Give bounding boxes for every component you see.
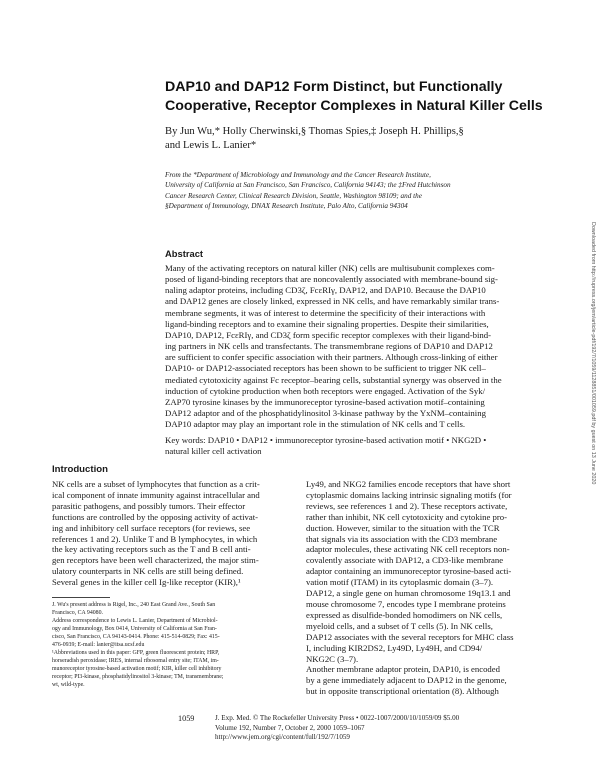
body-line: adaptor containing an immunoreceptor tyrosine-based acti- [306,566,512,577]
footnote-line: 476-0939; E-mail: lanier@itsa.ucsf.edu [52,641,145,648]
footnote-line: cisco, San Francisco, CA 94143-0414. Phone: 415-514-0829; Fax: 415- [52,633,220,640]
abstract-line: and DAP12 genes are closely linked, expressed in NK cells, and have remarkably similar trans- [165,296,500,307]
abstract-line: are sufficient to confer specific association with their partners. Although cross-linking of either [165,352,498,363]
footnote-line: Address correspondence to Lewis L. Lanier, Department of Microbiol- [52,617,218,624]
footer-line: Volume 192, Number 7, October 2, 2000 1059–1067 [215,723,365,732]
body-line: DAP12, a single gene on human chromosome 19q13.1 and [306,588,511,599]
body-line: gen receptors have been well characterized, the major stim- [52,555,259,566]
affiliation-line: University of California at San Francisco, San Francisco, California 94143; the ‡Fred Hutchinson [165,181,451,190]
keywords [165,435,555,457]
abstract-line: posed of ligand-binding receptors that are noncovalently associated with membrane-bound sig- [165,274,498,285]
abstract-line: DAP10- or DAP12-associated receptors has been shown to be sufficient to trigger NK cell– [165,363,486,374]
body-line: references 1 and 2). Unlike T and B lymphocytes, in which [52,533,258,544]
footnote-line: wt, wild-type. [52,681,85,688]
footer-line: J. Exp. Med. © The Rockefeller University Press • 0022-1007/2000/10/1059/09 $5.00 [215,714,460,722]
body-line: covalently associate with DAP12, a CD3-like membrane [306,555,504,566]
abstract-line: induction of cytokine production when both receptors were engaged. Activation of the Syk/ [165,385,486,396]
journal-footer [215,714,555,743]
abstract-line: ing partners in NK cells and transfectants. The transmembrane regions of DAP10 and DAP12 [165,341,493,352]
footnote-line: Francisco, CA 94080. [52,609,103,616]
footer-url[interactable]: http://www.jem.org/cgi/content/full/192/7/1059 [215,733,350,741]
body-line: myeloid cells, and a subset of T cells (5). In NK cells, [306,620,493,631]
abstract-line: ligand-binding receptors and to examine their signaling properties. Despite their similarities, [165,318,489,329]
abstract-heading: Abstract [165,248,204,259]
body-line: DAP12 associates with the several receptors for MHC class [306,631,514,642]
body-line: ical component of innate immunity against intracellular and [52,489,260,500]
article-title [165,78,545,116]
footnote-line: munoreceptor tyrosine-based activation motif; KIR, killer cell inhibitory [52,665,222,672]
author-line: By Jun Wu,* Holly Cherwinski,§ Thomas Spies,‡ Joseph H. Phillips,§ [165,126,464,137]
body-line: rather than inhibit, NK cell cytotoxicity and cytokine pro- [306,511,507,522]
abstract-line: naling adaptor proteins, including CD3ζ, FcεRIγ, DAP12, and DAP10. Because the DAP10 [165,285,486,296]
keyword-line: Key words: DAP10 • DAP12 • immunoreceptor tyrosine-based activation motif • NKG2D • [165,435,487,445]
footnote-line: horseradish peroxidase; IRES, internal ribosomal entry site; ITAM, im- [52,657,219,664]
introduction-heading: Introduction [52,464,108,475]
body-line: ing and inhibitory cell surface receptors (for reviews, see [52,522,251,533]
abstract-line: membrane segments, it was of interest to determine the specificity of their interactions with [165,307,486,318]
right-column-text [306,479,556,697]
body-line: Another membrane adaptor protein, DAP10, is encoded [306,664,500,675]
affiliations [165,170,555,212]
body-line: expressed as disulfide-bonded homodimers on NK cells, [306,609,503,620]
body-line: but in opposite transcriptional orientation (8). Although [306,686,499,697]
body-line: by a gene immediately adjacent to DAP12 in the genome, [306,675,507,686]
affiliation-line: §Department of Immunology, DNAX Research Institute, Palo Alto, California 94304 [165,202,408,211]
footnote-line: J. Wu's present address is Rigel, Inc., 240 East Grand Ave., South San [52,602,216,608]
body-line: the key activating receptors such as the T and B cell anti- [52,544,251,555]
abstract-line: mediated cytotoxicity against Fc receptor–bearing cells, substantial synergy was observed in the [165,374,502,385]
body-line: NK cells are a subset of lymphocytes that function as a crit- [52,479,260,489]
body-line: I, including KIR2DS2, Ly49D, Ly49H, and CD94/ [306,642,483,653]
body-line: cytoplasmic domains lacking intrinsic signaling motifs (for [306,489,512,500]
title-line: Cooperative, Receptor Complexes in Natural Killer Cells [165,98,543,114]
author-line: and Lewis L. Lanier* [165,140,257,151]
body-line: parasitic pathogens, and possibly tumors. Their effector [52,500,246,511]
footnote-divider [52,597,110,598]
author-list [165,125,545,153]
abstract-line: Many of the activating receptors on natural killer (NK) cells are multisubunit complexes com- [165,263,495,273]
body-line: reviews, see references 1 and 2). These receptors activate, [306,500,508,511]
keyword-line: natural killer cell activation [165,446,262,457]
body-line: NKG2C (3–7). [306,653,359,664]
body-line: Several genes in the killer cell Ig-like receptor (KIR),¹ [52,577,241,588]
body-line: duction. However, similar to the situation with the TCR [306,522,500,533]
abstract-body [165,263,555,430]
title-line: DAP10 and DAP12 Form Distinct, but Functionally [165,79,503,95]
body-line: adaptor molecules, these activating NK cell receptors non- [306,544,510,555]
body-line: functions are controlled by the opposing activity of activat- [52,511,259,522]
abstract-line: ZAP70 tyrosine kinases by the immunoreceptor tyrosine-based activation motif–containing [165,396,485,407]
left-column-text [52,479,297,588]
abstract-line: DAP10 adaptor may play an important role in the stimulation of NK cells and T cells. [165,419,466,430]
footnote-line: ogy and Immunology, Box 0414, University of California at San Fran- [52,625,217,632]
abstract-line: DAP10, DAP12, FcεRIγ, and CD3ζ form specific receptor complexes with their ligand-bind- [165,329,492,340]
page-number: 1059 [178,714,195,723]
affiliation-line: From the *Department of Microbiology and Immunology and the Cancer Research Institute, [165,171,431,179]
footnote-line: ¹Abbreviations used in this paper: GFP, green fluorescent protein; HRP, [52,649,220,656]
body-line: Ly49, and NKG2 families encode receptors that have short [306,479,511,489]
footnotes [52,602,297,689]
download-watermark [586,222,598,582]
body-line: mouse chromosome 7, encodes type I membrane proteins [306,598,506,609]
download-note-text: Downloaded from http://rupress.org/jem/article-pdf/192/7/1059/1128851/001059.pdf by guest on 13 June 2020 [590,222,596,485]
body-line: ulatory counterparts in NK cells are still being defined. [52,566,244,577]
body-line: vation motif (ITAM) in its cytoplasmic domain (3–7). [306,577,494,588]
body-line: that signals via its association with the CD3 membrane [306,533,498,544]
abstract-line: DAP12 adaptor and of the phosphatidylinositol 3-kinase pathway by the YxNM–containing [165,408,486,419]
affiliation-line: Cancer Research Center, Clinical Research Division, Seattle, Washington 98109; and the [165,191,422,200]
footnote-line: receptor; PI3-kinase, phosphatidylinositol 3-kinase; TM, transmembrane; [52,673,224,680]
